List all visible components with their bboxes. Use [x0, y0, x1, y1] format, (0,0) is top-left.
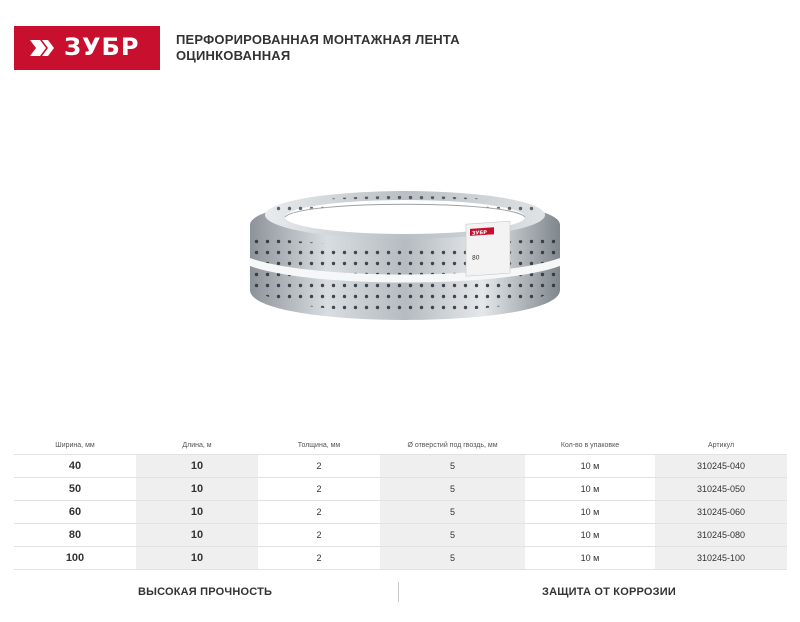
table-row — [14, 523, 787, 546]
label-brand: ЗУБР — [472, 229, 487, 237]
header-width: Ширина, мм — [55, 441, 95, 449]
cell-thickness: 2 — [316, 461, 322, 471]
cell-length: 10 — [136, 455, 258, 477]
cell-width: 80 — [68, 529, 82, 541]
cell-hole-diameter: 5 — [380, 455, 525, 477]
spec-table — [14, 436, 787, 570]
cell-thickness: 2 — [316, 553, 322, 563]
cell-article: 310245-080 — [655, 524, 787, 546]
cell-length: 10 — [136, 501, 258, 523]
cell-pack-qty: 10 м — [580, 484, 600, 494]
cell-length: 10 — [136, 478, 258, 500]
features-bar — [0, 580, 800, 606]
cell-width: 50 — [68, 483, 82, 495]
brand-arrows-icon — [30, 36, 58, 60]
cell-hole-diameter: 5 — [380, 524, 525, 546]
title-line-2: ОЦИНКОВАННАЯ — [176, 48, 291, 63]
cell-length: 10 — [136, 547, 258, 569]
feature-corrosion-protection: ЗАЩИТА ОТ КОРРОЗИИ — [542, 586, 676, 598]
table-row — [14, 454, 787, 477]
cell-article: 310245-100 — [655, 547, 787, 569]
cell-article: 310245-060 — [655, 501, 787, 523]
cell-hole-diameter: 5 — [380, 501, 525, 523]
cell-article: 310245-050 — [655, 478, 787, 500]
header-thickness: Толщина, мм — [297, 441, 341, 449]
title-line-1: ПЕРФОРИРОВАННАЯ МОНТАЖНАЯ ЛЕНТА — [176, 32, 460, 47]
label-value: 80 — [472, 254, 480, 262]
cell-hole-diameter: 5 — [380, 478, 525, 500]
cell-pack-qty: 10 м — [580, 553, 600, 563]
table-header — [14, 436, 787, 454]
brand-name: ЗУБР — [64, 33, 140, 61]
cell-article: 310245-040 — [655, 455, 787, 477]
header-hole-diameter: Ø отверстий под гвоздь, мм — [407, 441, 498, 449]
feature-strength: ВЫСОКАЯ ПРОЧНОСТЬ — [138, 586, 273, 598]
product-image — [240, 170, 570, 340]
header-article: Артикул — [707, 441, 735, 449]
cell-pack-qty: 10 м — [580, 507, 600, 517]
page-title — [176, 32, 460, 64]
header-length: Длина, м — [182, 441, 212, 449]
cell-hole-diameter: 5 — [380, 547, 525, 569]
cell-thickness: 2 — [316, 530, 322, 540]
cell-thickness: 2 — [316, 484, 322, 494]
product-label — [466, 221, 510, 276]
cell-width: 100 — [65, 552, 85, 564]
brand-logo — [14, 26, 160, 70]
table-row — [14, 500, 787, 523]
cell-width: 60 — [68, 506, 82, 518]
table-row — [14, 477, 787, 500]
features-divider — [398, 582, 399, 602]
header-pack-qty: Кол-во в упаковке — [560, 441, 620, 449]
cell-thickness: 2 — [316, 507, 322, 517]
cell-pack-qty: 10 м — [580, 530, 600, 540]
cell-length: 10 — [136, 524, 258, 546]
cell-width: 40 — [68, 460, 82, 472]
cell-pack-qty: 10 м — [580, 461, 600, 471]
table-row — [14, 546, 787, 570]
